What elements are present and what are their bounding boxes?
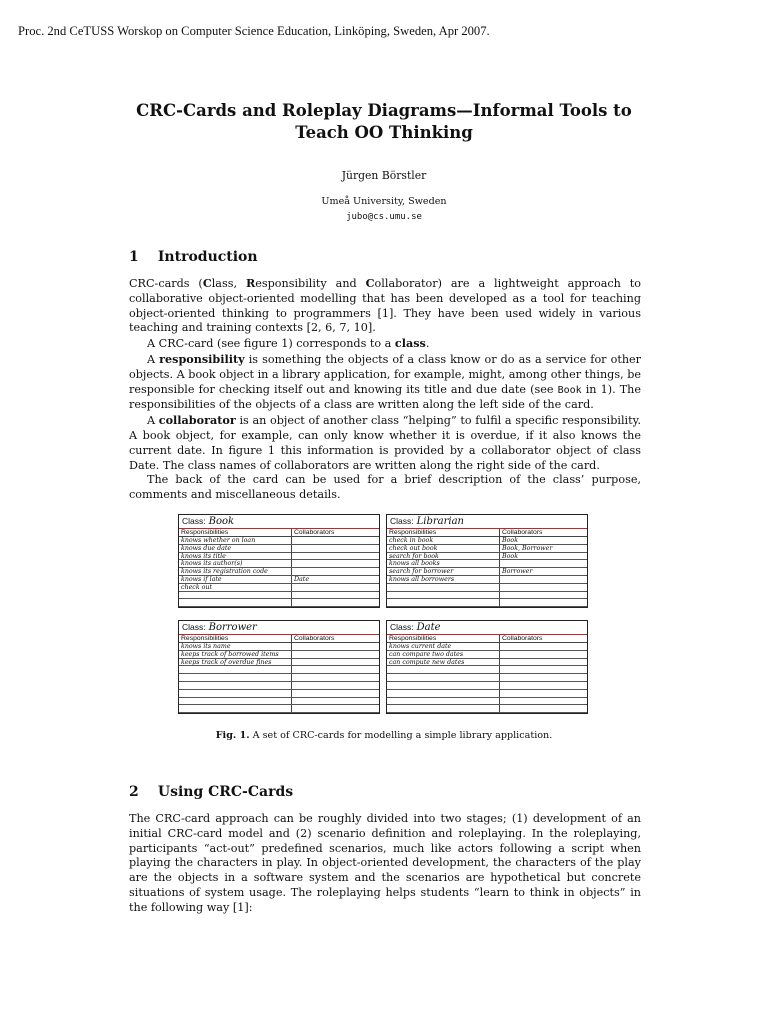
card-responsibility [179, 690, 292, 697]
card-collaborator [500, 599, 587, 606]
card-collaborator [500, 674, 587, 681]
card-row [387, 560, 587, 568]
card-row [387, 553, 587, 561]
card-row [179, 560, 379, 568]
card-responsibility: keeps track of overdue fines [179, 659, 292, 666]
card-row [387, 705, 587, 713]
email: jubo@cs.umu.se [346, 212, 422, 222]
card-header: Class: Borrower [179, 621, 379, 635]
card-responsibility: keeps track of borrowed items [179, 651, 292, 658]
card-responsibility [387, 599, 500, 606]
affiliation: Umeå University, Sweden [321, 196, 447, 207]
author: Jürgen Börstler [341, 169, 427, 182]
caption-label: Fig. 1. [215, 730, 250, 741]
card-collaborator [292, 560, 379, 567]
section-2-number: 2 [129, 784, 139, 800]
card-responsibility [179, 674, 292, 681]
card-collaborator [500, 682, 587, 689]
card-row [387, 651, 587, 659]
card-collaborator [292, 545, 379, 552]
card-responsibility [387, 705, 500, 712]
card-collaborator [500, 592, 587, 599]
card-collaborator [292, 682, 379, 689]
card-row [387, 545, 587, 553]
section-2-heading [129, 784, 293, 800]
card-collaborator [292, 690, 379, 697]
card-collaborator [292, 643, 379, 650]
card-collaborator [500, 698, 587, 705]
card-responsibility: knows its registration code [179, 568, 292, 575]
card-responsibility [387, 666, 500, 673]
card-row [179, 537, 379, 545]
card-row [179, 545, 379, 553]
card-collaborator: Book [502, 552, 519, 560]
card-collaborator [292, 666, 379, 673]
card-responsibility: search for book [387, 553, 500, 560]
card-responsibility: knows its title [179, 553, 292, 560]
card-responsibility: knows if late [179, 576, 292, 583]
card-collaborator [500, 666, 587, 673]
card-responsibility: knows due date [179, 545, 292, 552]
card-collaborator [500, 560, 587, 567]
card-responsibility: knows its author(s) [179, 560, 292, 567]
card-collaborator [292, 651, 379, 658]
card-row [387, 698, 587, 706]
card-collaborator [292, 659, 379, 666]
card-collaborator [500, 643, 587, 650]
card-responsibility: check out [179, 584, 292, 591]
card-collaborator: Borrower [502, 568, 533, 575]
card-header: Class: Date [387, 621, 587, 635]
card-responsibility: can compare two dates [387, 651, 500, 658]
card-responsibility [179, 682, 292, 689]
paper-title [0, 100, 768, 144]
card-responsibility: search for borrower [387, 568, 500, 575]
card-row [387, 584, 587, 592]
card-responsibility [179, 592, 292, 599]
title-line-1: CRC-Cards and Roleplay Diagrams—Informal Tools to [136, 101, 632, 120]
card-responsibility [387, 682, 500, 689]
card-row [387, 576, 587, 584]
card-row [179, 643, 379, 651]
card-responsibility [179, 599, 292, 606]
card-responsibility [179, 666, 292, 673]
crc-card-librarian [386, 514, 588, 608]
crc-card-borrower [178, 620, 380, 714]
card-row [179, 599, 379, 607]
card-collaborator [500, 576, 587, 583]
card-responsibility [179, 705, 292, 712]
card-collaborator [292, 584, 379, 591]
card-responsibility [387, 690, 500, 697]
section-1-heading [129, 249, 258, 265]
card-collaborator: Book [502, 537, 519, 544]
card-responsibility [387, 592, 500, 599]
crc-cards-figure [178, 514, 588, 720]
card-row [179, 698, 379, 706]
card-row [179, 576, 379, 584]
figure-caption [0, 730, 768, 741]
card-responsibility: knows its name [179, 643, 292, 650]
card-class-name: Borrower [208, 622, 257, 633]
card-collaborator [500, 584, 587, 591]
card-header: Class: Librarian [387, 515, 587, 529]
card-collaborator [292, 592, 379, 599]
card-collaborator [292, 553, 379, 560]
card-class-name: Date [416, 622, 441, 633]
card-row [179, 682, 379, 690]
introduction-text [129, 276, 641, 503]
card-responsibility: check out book [387, 545, 500, 552]
card-class-name: Book [208, 516, 235, 527]
card-row [387, 592, 587, 600]
using-crc-cards-text [129, 812, 641, 916]
card-responsibility [387, 584, 500, 591]
card-collaborator [292, 705, 379, 712]
card-responsibility [387, 674, 500, 681]
crc-card-date [386, 620, 588, 714]
card-row [179, 666, 379, 674]
card-collaborator [500, 705, 587, 712]
card-column-headers: Responsibilities Collaborators [387, 529, 587, 537]
card-collaborator [500, 659, 587, 666]
card-responsibility: check in book [387, 537, 500, 544]
card-collaborator [292, 568, 379, 575]
intro-paragraph-2: A CRC-card (see figure 1) corresponds to a class. [147, 336, 430, 351]
card-row [387, 568, 587, 576]
card-row [179, 674, 379, 682]
card-row [179, 659, 379, 667]
card-row [179, 584, 379, 592]
intro-paragraph-3: A responsibility is something the objects of a class know or do as a service for other objects. A book object in a library application, for example, might, among other things, be responsible for checking itself out and knowing its title and due date (see Book in 1). The responsibilities of the objects of a class are written along the left side of the card. [129, 351, 641, 412]
card-row [387, 682, 587, 690]
card-row [179, 553, 379, 561]
card-header: Class: Book [179, 515, 379, 529]
card-row [179, 651, 379, 659]
card-row [179, 690, 379, 698]
card-collaborator: Book, Borrower [502, 544, 553, 552]
card-collaborator: Date [294, 575, 310, 583]
crc-card-book [178, 514, 380, 608]
card-collaborator [292, 698, 379, 705]
card-row [179, 568, 379, 576]
card-row [387, 643, 587, 651]
card-collaborator [500, 651, 587, 658]
card-column-headers: Responsibilities Collaborators [387, 635, 587, 643]
intro-paragraph-5: The back of the card can be used for a brief description of the class’ purpose, comments and miscellaneous details. [129, 473, 641, 502]
card-collaborator [500, 690, 587, 697]
card-column-headers: Responsibilities Collaborators [179, 635, 379, 643]
card-collaborator [292, 537, 379, 544]
card-collaborator [292, 599, 379, 606]
card-responsibility: knows current date [387, 643, 500, 650]
title-line-2: Teach OO Thinking [295, 123, 473, 142]
section-1-number: 1 [129, 249, 139, 265]
card-row [387, 537, 587, 545]
intro-paragraph-1: CRC-cards (Class, Responsibility and Collaborator) are a lightweight approach to collaborative object-oriented modelling that has been developed as a tool for teaching object-oriented thinking to programmers [1]. They have been used widely in various teaching and training contexts [2, 6, 7, 10]. [129, 276, 642, 335]
card-responsibility: knows all borrowers [387, 576, 500, 583]
card-row [179, 705, 379, 713]
card-row [387, 599, 587, 607]
card-class-name: Librarian [416, 516, 464, 527]
card-row [179, 592, 379, 600]
card-responsibility [179, 698, 292, 705]
caption-text: A set of CRC-cards for modelling a simple library application. [249, 730, 553, 741]
card-column-headers: Responsibilities Collaborators [179, 529, 379, 537]
card-row [387, 666, 587, 674]
section-1-title: Introduction [157, 249, 258, 265]
card-responsibility: knows all books [387, 560, 500, 567]
card-collaborator [292, 674, 379, 681]
intro-paragraph-4: A collaborator is an object of another class “helping” to fulfil a specific responsibility. A book object, for example, can only know whether it is overdue, if it also knows the current date. In figure 1 this information is provided by a collaborator object of class Date. The class names of collaborators are written along the right side of the card. [129, 413, 641, 472]
card-row [387, 659, 587, 667]
card-responsibility: can compute new dates [387, 659, 500, 666]
card-row [387, 674, 587, 682]
card-row [387, 690, 587, 698]
card-responsibility: knows whether on loan [179, 537, 292, 544]
proceedings-header: Proc. 2nd CeTUSS Worskop on Computer Science Education, Linköping, Sweden, Apr 2007. [18, 24, 490, 38]
using-paragraph: The CRC-card approach can be roughly divided into two stages; (1) development of an initial CRC-card model and (2) scenario definition and roleplaying. In the roleplaying, participants “act-out” predefined scenarios, much like actors following a script when playing the characters in play. In object-oriented development, the characters of the play are the objects in a software system and the scenarios are hypothetical but concrete situations of system usage. The roleplaying helps students “learn to think in objects” in the following way [1]: [129, 812, 641, 914]
section-2-title: Using CRC-Cards [157, 784, 294, 800]
card-responsibility [387, 698, 500, 705]
